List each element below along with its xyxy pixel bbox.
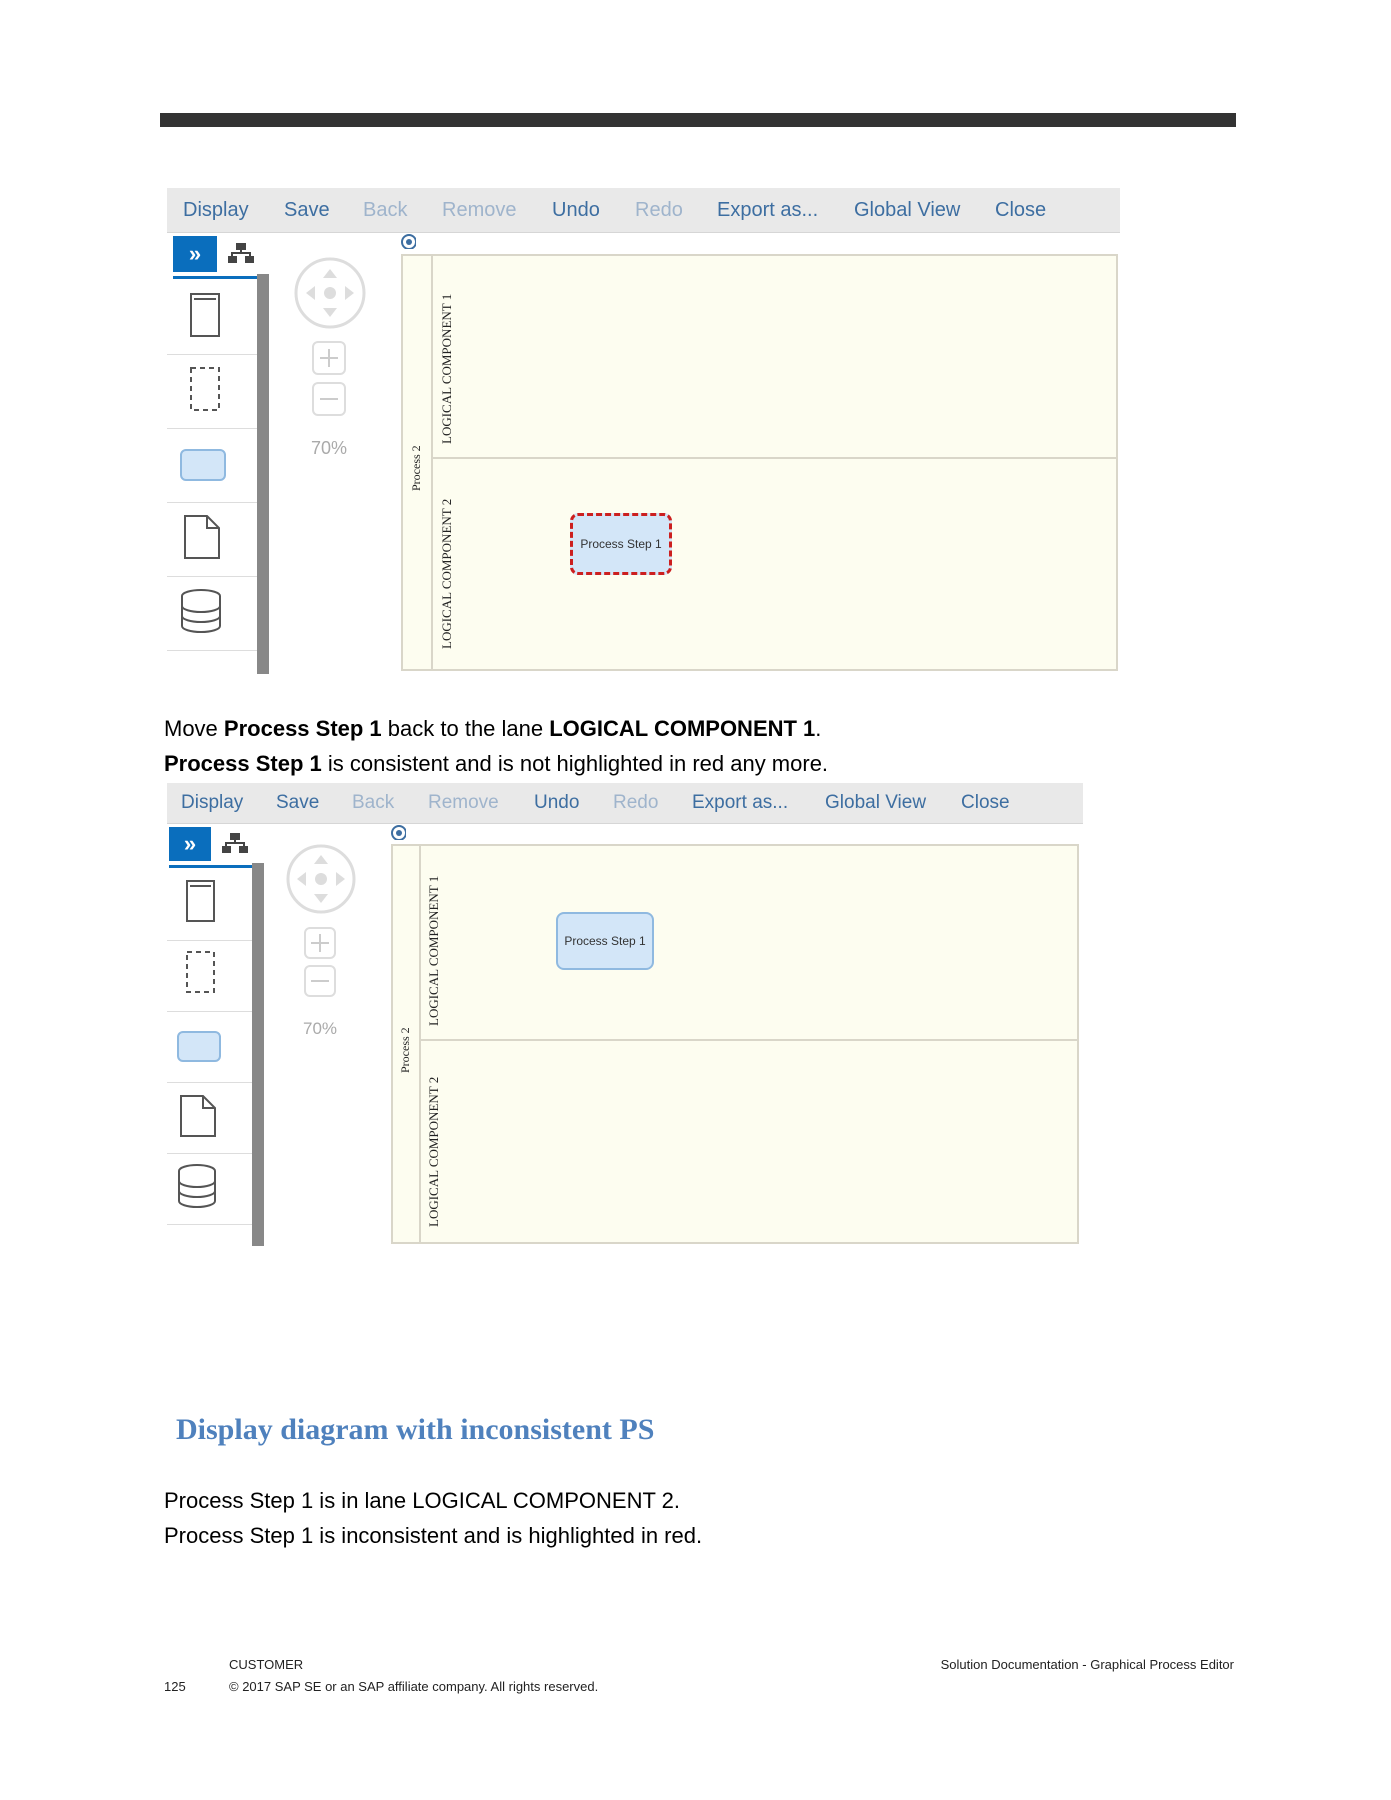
palette-item[interactable] xyxy=(167,1153,255,1225)
result-paragraph xyxy=(164,750,828,778)
text-run-bold: Process Step 1 xyxy=(223,716,382,741)
process-step-shape-icon xyxy=(167,1011,255,1082)
lane-logical-component-1[interactable] xyxy=(433,256,1116,459)
undo-button[interactable]: Undo xyxy=(534,792,580,813)
export-button[interactable]: Export as... xyxy=(692,792,789,813)
close-button[interactable]: Close xyxy=(995,199,1047,221)
palette-scrollbar[interactable] xyxy=(257,274,269,674)
footer-doc-title: Solution Documentation - Graphical Process Editor xyxy=(940,1657,1234,1672)
palette-item[interactable] xyxy=(167,869,255,941)
palette-tree-tab[interactable] xyxy=(221,236,261,272)
zoom-out-button[interactable] xyxy=(312,382,346,416)
undo-button[interactable]: Undo xyxy=(552,199,600,221)
pool-label: Process 2 xyxy=(398,1027,412,1073)
close-button[interactable]: Close xyxy=(961,792,1010,813)
pan-control[interactable] xyxy=(293,256,367,330)
process-diagram xyxy=(401,254,1118,671)
lane-label: LOGICAL COMPONENT 1 xyxy=(439,293,454,444)
document-icon xyxy=(167,502,259,576)
pan-control[interactable] xyxy=(285,843,357,915)
global-view-button[interactable]: Global View xyxy=(854,199,961,221)
global-view-button[interactable]: Global View xyxy=(825,792,927,813)
body-paragraph: Process Step 1 is in lane LOGICAL COMPONENT 2. xyxy=(164,1488,680,1513)
text-run-bold: Process Step 1 xyxy=(164,751,322,776)
lane-label: LOGICAL COMPONENT 1 xyxy=(426,875,441,1026)
redo-button[interactable]: Redo xyxy=(635,199,683,221)
palette-expand-tab[interactable] xyxy=(169,827,211,861)
palette-tabs xyxy=(169,825,257,868)
expand-icon: » xyxy=(188,241,202,266)
palette-tree-tab[interactable] xyxy=(215,827,255,863)
text-run: Move xyxy=(164,716,224,741)
palette-item[interactable] xyxy=(167,502,259,577)
section-heading: Display diagram with inconsistent PS xyxy=(176,1413,655,1446)
text-run-bold: LOGICAL COMPONENT 1 xyxy=(549,716,816,741)
redo-button[interactable]: Redo xyxy=(613,792,659,813)
zoom-in-button[interactable] xyxy=(304,927,336,959)
instruction-paragraph xyxy=(164,715,821,743)
target-icon[interactable] xyxy=(390,824,406,840)
process-step[interactable]: Process Step 1 xyxy=(556,912,654,970)
save-button[interactable]: Save xyxy=(276,792,320,813)
zoom-in-button[interactable] xyxy=(312,341,346,375)
palette-item[interactable] xyxy=(167,576,259,651)
database-icon xyxy=(167,1153,255,1224)
process-diagram xyxy=(391,844,1079,1244)
palette-item[interactable] xyxy=(167,280,259,355)
process-step-inconsistent[interactable]: Process Step 1 xyxy=(570,513,672,575)
zoom-level: 70% xyxy=(303,1019,338,1038)
lane-logical-component-2[interactable] xyxy=(421,1041,1077,1240)
palette-item[interactable] xyxy=(167,1011,255,1083)
display-button[interactable]: Display xyxy=(181,792,244,813)
palette-item[interactable] xyxy=(167,428,259,503)
footer-customer: CUSTOMER xyxy=(229,1657,304,1672)
lane-header xyxy=(433,459,461,667)
process-step-shape-icon xyxy=(167,428,259,502)
toolbar xyxy=(167,188,1120,233)
export-button[interactable]: Export as... xyxy=(717,199,819,221)
palette-expand-tab[interactable] xyxy=(173,236,217,272)
lane-logical-component-2[interactable] xyxy=(433,459,1116,667)
remove-button[interactable]: Remove xyxy=(442,199,517,221)
hierarchy-icon xyxy=(221,236,261,272)
palette-item[interactable] xyxy=(167,354,259,429)
lane-header xyxy=(433,256,461,457)
body-paragraph: Process Step 1 is inconsistent and is highlighted in red. xyxy=(164,1523,703,1548)
page-icon xyxy=(167,869,255,940)
back-button[interactable]: Back xyxy=(363,199,408,221)
remove-button[interactable]: Remove xyxy=(428,792,499,813)
document-icon xyxy=(167,1082,255,1153)
hierarchy-icon xyxy=(215,827,255,861)
palette-tabs xyxy=(173,234,265,279)
editor-screenshot-before xyxy=(167,188,1120,674)
back-button[interactable]: Back xyxy=(352,792,395,813)
dashed-frame-icon xyxy=(167,354,259,428)
pool-header xyxy=(393,846,421,1242)
save-button[interactable]: Save xyxy=(284,199,330,221)
footer-copyright: © 2017 SAP SE or an SAP affiliate company. All rights reserved. xyxy=(229,1679,599,1694)
display-button[interactable]: Display xyxy=(183,199,249,221)
target-icon[interactable] xyxy=(400,233,416,249)
toolbar xyxy=(167,783,1083,824)
text-run: back to the lane xyxy=(381,716,550,741)
footer-page-number: 125 xyxy=(164,1679,186,1694)
shape-palette xyxy=(167,234,269,674)
lane-header xyxy=(421,1041,449,1240)
lane-logical-component-1[interactable] xyxy=(421,846,1077,1041)
expand-icon: » xyxy=(183,831,197,856)
header-bar xyxy=(160,113,1236,127)
zoom-out-button[interactable] xyxy=(304,965,336,997)
palette-item[interactable] xyxy=(167,940,255,1012)
lane-label: LOGICAL COMPONENT 2 xyxy=(426,1076,441,1227)
pool-header xyxy=(403,256,433,669)
palette-scrollbar[interactable] xyxy=(252,863,264,1246)
lane-label: LOGICAL COMPONENT 2 xyxy=(439,498,454,649)
palette-item[interactable] xyxy=(167,1082,255,1154)
editor-screenshot-after xyxy=(167,783,1083,1246)
database-icon xyxy=(167,576,259,650)
text-run: is consistent and is not highlighted in red any more. xyxy=(321,751,829,776)
lane-header xyxy=(421,846,449,1039)
zoom-level: 70% xyxy=(311,438,348,458)
dashed-frame-icon xyxy=(167,940,255,1011)
text-run: . xyxy=(815,716,822,741)
pool-label: Process 2 xyxy=(409,445,423,491)
page-icon xyxy=(167,280,259,354)
